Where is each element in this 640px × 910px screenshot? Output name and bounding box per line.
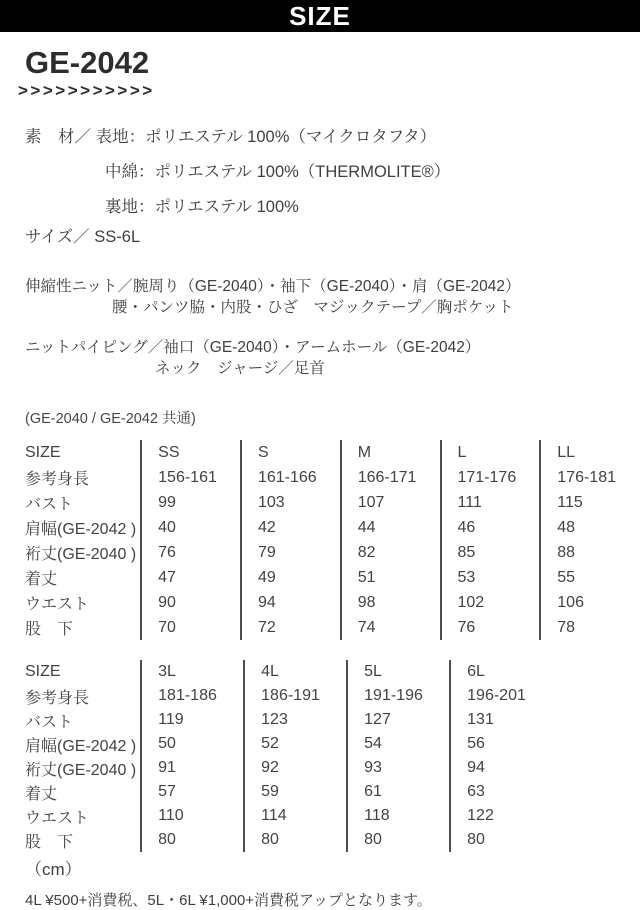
table-cell: 114 <box>244 804 347 828</box>
table-cell: 166-171 <box>341 465 441 490</box>
table-cell: 123 <box>244 708 347 732</box>
material-outer-line: 素 材／ 表地：ポリエステル 100%（マイクロタフタ） <box>25 128 437 146</box>
table-cell: 78 <box>540 615 640 640</box>
table-cell: 53 <box>441 565 541 590</box>
table-cell: 70 <box>141 615 241 640</box>
table-cell: 82 <box>341 540 441 565</box>
table-row <box>25 684 553 708</box>
unit-note: （cm） <box>25 860 82 879</box>
table-cell: 48 <box>540 515 640 540</box>
table-cell: 119 <box>141 708 244 732</box>
table-row <box>25 615 640 640</box>
table-cell: 122 <box>450 804 553 828</box>
table-header-label: SIZE <box>25 443 61 461</box>
table-row <box>25 540 640 565</box>
table-cell: 72 <box>241 615 341 640</box>
table-row <box>25 565 640 590</box>
table-cell: 51 <box>341 565 441 590</box>
table-cell: 42 <box>241 515 341 540</box>
column-header: M <box>341 440 441 465</box>
table-cell: 85 <box>441 540 541 565</box>
table-cell: 88 <box>540 540 640 565</box>
common-model-note: (GE-2040 / GE-2042 共通) <box>25 411 196 427</box>
table-row <box>25 465 640 490</box>
column-header: L <box>441 440 541 465</box>
table-cell: 50 <box>141 732 244 756</box>
table-cell: 90 <box>141 590 241 615</box>
size-range-line: サイズ／ SS-6L <box>25 228 141 246</box>
row-label: 参考身長 <box>25 471 90 488</box>
row-label: 着丈 <box>25 785 58 803</box>
page-content <box>0 45 640 428</box>
table-row <box>25 590 640 615</box>
table-cell: 59 <box>244 780 347 804</box>
table-cell: 44 <box>341 515 441 540</box>
material-padding-line: 中綿：ポリエステル 100%（THERMOLITE®） <box>105 163 451 181</box>
size-table-ss-ll <box>25 440 640 640</box>
table-cell: 57 <box>141 780 244 804</box>
size-banner <box>0 0 640 32</box>
table-cell: 55 <box>540 565 640 590</box>
column-header: LL <box>540 440 640 465</box>
table-cell: 186-191 <box>244 684 347 708</box>
row-label: バスト <box>25 496 74 513</box>
table-cell: 79 <box>241 540 341 565</box>
table-cell: 56 <box>450 732 553 756</box>
table-cell: 181-186 <box>141 684 244 708</box>
table-cell: 54 <box>347 732 450 756</box>
table-cell: 110 <box>141 804 244 828</box>
row-label: 参考身長 <box>25 689 90 707</box>
table-cell: 61 <box>347 780 450 804</box>
table-cell: 94 <box>450 756 553 780</box>
table-cell: 91 <box>141 756 244 780</box>
table-cell: 49 <box>241 565 341 590</box>
column-header: S <box>241 440 341 465</box>
column-header: 5L <box>347 660 450 684</box>
table-cell: 191-196 <box>347 684 450 708</box>
chevron-decoration-icon: >>>>>>>>>>> <box>18 81 155 100</box>
row-label: バスト <box>25 713 74 731</box>
table-cell: 76 <box>441 615 541 640</box>
column-header: 3L <box>141 660 244 684</box>
table-cell: 99 <box>141 490 241 515</box>
table-cell: 92 <box>244 756 347 780</box>
table-row <box>25 732 553 756</box>
table-cell: 76 <box>141 540 241 565</box>
table-cell: 111 <box>441 490 541 515</box>
table-row <box>25 828 553 852</box>
table-cell: 161-166 <box>241 465 341 490</box>
row-label: 肩幅(GE-2042 ) <box>25 521 137 538</box>
table-cell: 40 <box>141 515 241 540</box>
material-lining-line: 裏地：ポリエステル 100% <box>105 198 299 216</box>
table-cell: 80 <box>450 828 553 852</box>
table-row <box>25 804 553 828</box>
knit-piping-line1: ニットパイピング／袖口（GE-2040）・アームホール（GE-2042） <box>25 339 481 356</box>
table-cell: 46 <box>441 515 541 540</box>
table-header-label: SIZE <box>25 663 61 680</box>
table-cell: 80 <box>347 828 450 852</box>
table-cell: 171-176 <box>441 465 541 490</box>
row-label: ウエスト <box>25 596 90 613</box>
table-cell: 63 <box>450 780 553 804</box>
table-cell: 118 <box>347 804 450 828</box>
table-cell: 103 <box>241 490 341 515</box>
row-label: 肩幅(GE-2042 ) <box>25 737 137 755</box>
table-cell: 127 <box>347 708 450 732</box>
row-label: 股 下 <box>25 833 74 851</box>
table-cell: 115 <box>540 490 640 515</box>
table-cell: 176-181 <box>540 465 640 490</box>
table-cell: 102 <box>441 590 541 615</box>
table-cell: 156-161 <box>141 465 241 490</box>
table-cell: 94 <box>241 590 341 615</box>
product-code-title: GE-2042 <box>25 45 150 80</box>
table-row <box>25 490 640 515</box>
table-row <box>25 780 553 804</box>
table-header-row <box>25 440 640 465</box>
table-row <box>25 708 553 732</box>
table-row <box>25 756 553 780</box>
table-cell: 74 <box>341 615 441 640</box>
size-table-3l-6l <box>25 660 553 852</box>
table-cell: 106 <box>540 590 640 615</box>
stretch-knit-line1: 伸縮性ニット／腕周り（GE-2040）・袖下（GE-2040）・肩（GE-2042） <box>25 278 521 295</box>
table-cell: 47 <box>141 565 241 590</box>
row-label: ウエスト <box>25 809 90 827</box>
row-label: 裄丈(GE-2040 ) <box>25 761 137 779</box>
column-header: SS <box>141 440 241 465</box>
table-cell: 107 <box>341 490 441 515</box>
price-surcharge-note: 4L ¥500+消費税、5L・6L ¥1,000+消費税アップとなります。 <box>25 892 432 909</box>
row-label: 股 下 <box>25 621 74 638</box>
column-header: 6L <box>450 660 553 684</box>
table-cell: 196-201 <box>450 684 553 708</box>
table-cell: 98 <box>341 590 441 615</box>
knit-piping-line2: ネック ジャージ／足首 <box>155 360 325 377</box>
row-label: 着丈 <box>25 571 58 588</box>
column-header: 4L <box>244 660 347 684</box>
stretch-knit-line2: 腰・パンツ脇・内股・ひざ マジックテープ／胸ポケット <box>112 299 514 316</box>
table-cell: 80 <box>141 828 244 852</box>
table-header-row <box>25 660 553 684</box>
table-cell: 80 <box>244 828 347 852</box>
table-row <box>25 515 640 540</box>
size-banner-title: SIZE <box>289 1 351 31</box>
table-cell: 52 <box>244 732 347 756</box>
table-cell: 131 <box>450 708 553 732</box>
table-cell: 93 <box>347 756 450 780</box>
row-label: 裄丈(GE-2040 ) <box>25 546 137 563</box>
